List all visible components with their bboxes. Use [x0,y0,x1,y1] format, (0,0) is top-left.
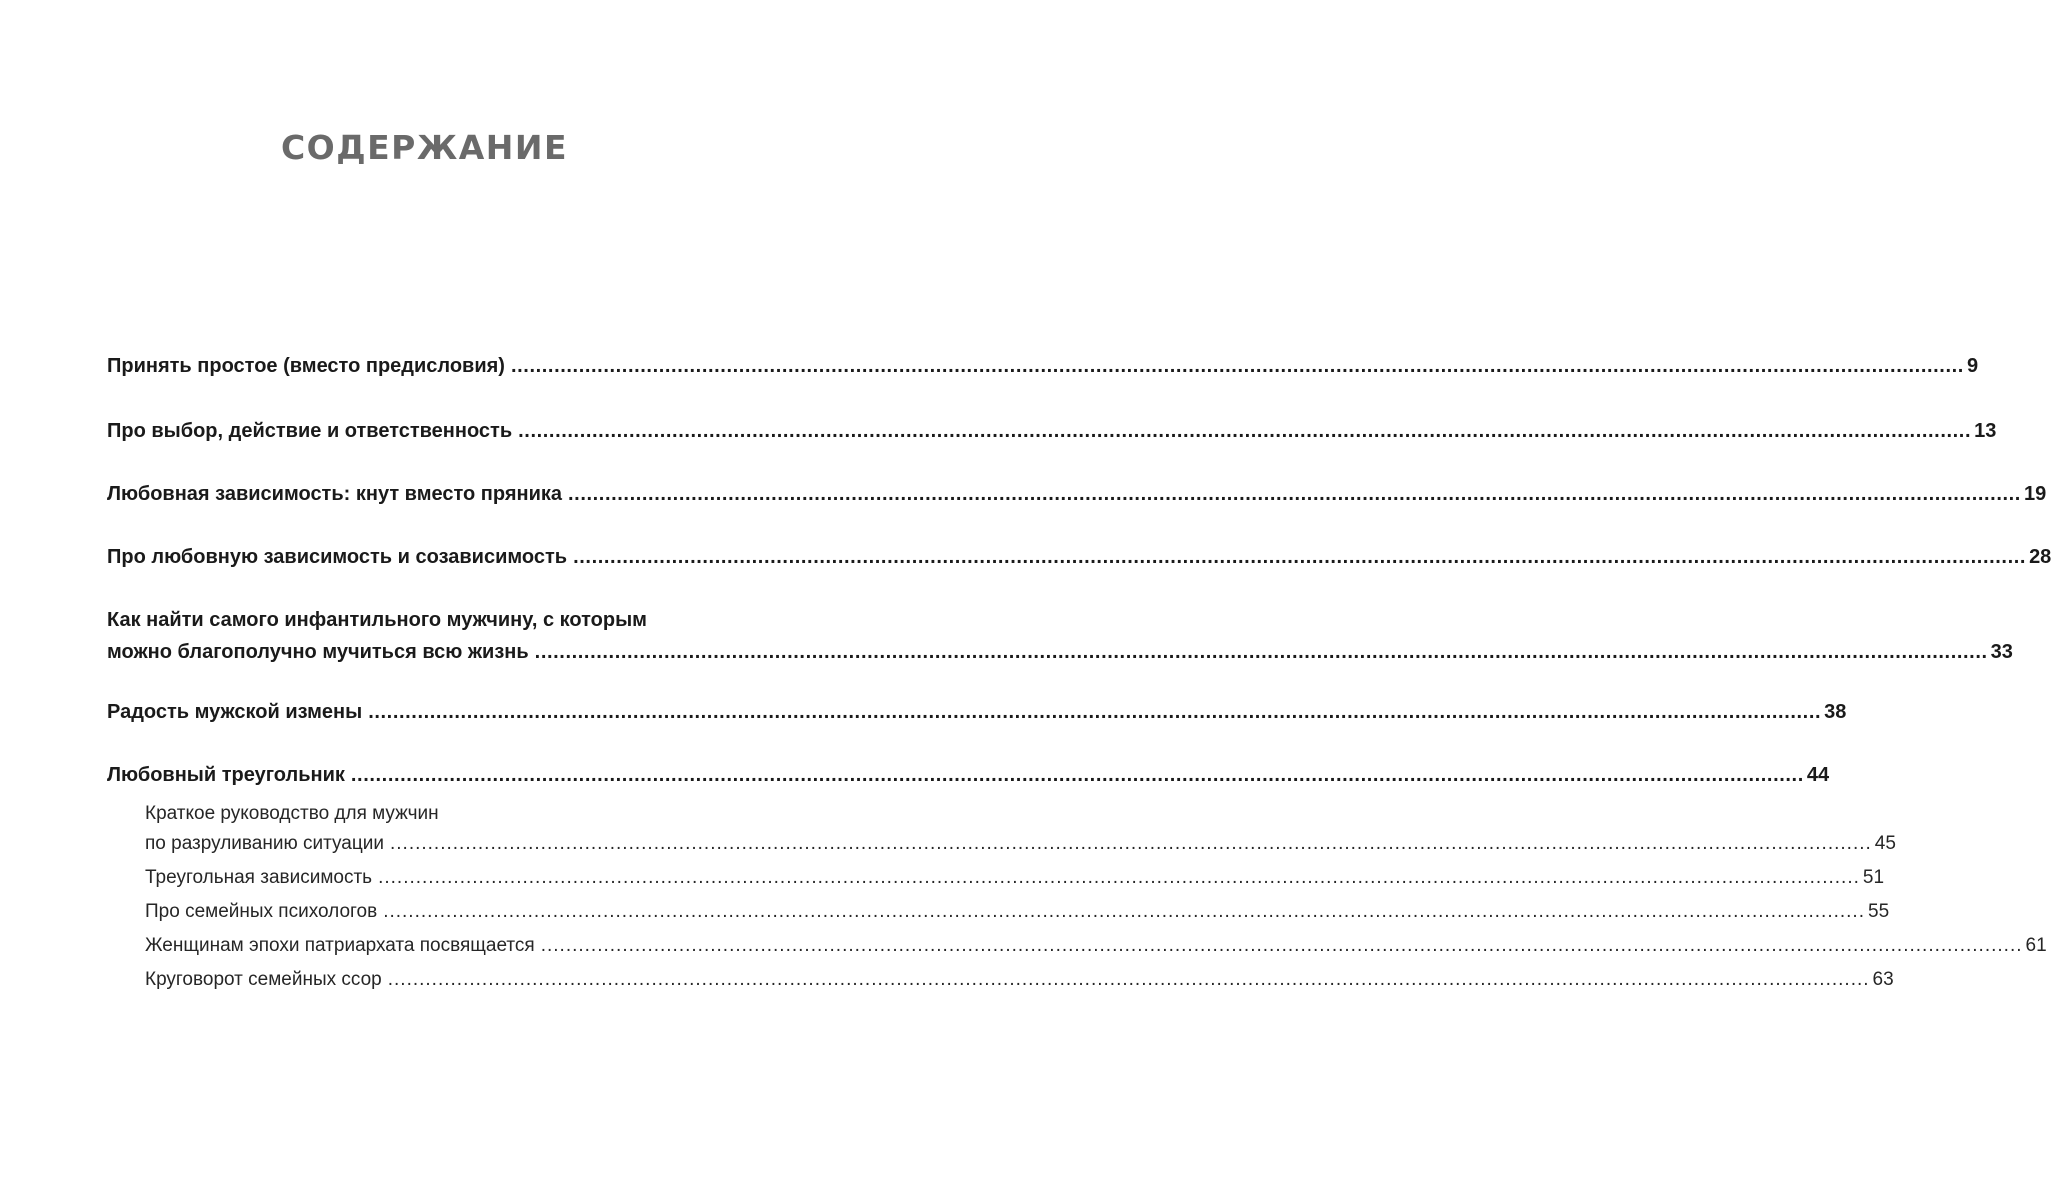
dot-leader: ............................................................................................................................................................................................................................................ [510,355,1964,377]
toc-entry[interactable] [107,543,2051,571]
toc-subentry[interactable] [145,897,1890,927]
toc-page-number: 45 [1874,833,1896,854]
toc-entry[interactable] [107,606,2013,666]
toc-page-number: 28 [2029,546,2051,568]
toc-page-number: 9 [1966,355,1979,377]
dot-leader: ............................................................................................................................................................................................................................................ [378,867,1860,888]
toc-entry-title: Радость мужской измены [107,701,363,723]
toc-entry[interactable] [107,352,1979,380]
dot-leader: ............................................................................................................................................................................................................................................ [383,901,1865,922]
dot-leader: ............................................................................................................................................................................................................................................ [368,701,1822,723]
toc-entry-first-line [107,606,723,634]
dot-leader: ............................................................................................................................................................................................................................................ [534,641,1988,663]
toc-subentry[interactable] [145,799,1896,859]
toc-entry-title: Принять простое (вместо предисловия) [107,355,505,377]
toc-entry-title: Про выбор, действие и ответственность [107,420,513,442]
toc-subentry-title-line1: Краткое руководство для мужчин [145,803,439,824]
toc-subentry-title: Круговорот семейных ссор [145,969,382,990]
toc-page-number: 61 [2025,935,2047,956]
toc-page-number: 63 [1872,969,1894,990]
toc-page-number: 33 [1990,641,2013,663]
toc-subentry-title: Про семейных психологов [145,901,378,922]
toc-page-number: 38 [1824,701,1847,723]
dot-leader: ............................................................................................................................................................................................................................................ [387,969,1870,990]
toc-entry-title: Про любовную зависимость и созависимость [107,546,568,568]
toc-entry-title: Любовная зависимость: кнут вместо пряника [107,483,562,505]
dot-leader: ............................................................................................................................................................................................................................................ [540,935,2023,956]
toc-page-number: 13 [1974,420,1997,442]
toc-subentry[interactable] [145,863,1885,893]
toc-subentry-title: Треугольная зависимость [145,867,373,888]
toc-entry[interactable] [107,698,1847,726]
dot-leader: ............................................................................................................................................................................................................................................ [573,546,2027,568]
dot-leader: ............................................................................................................................................................................................................................................ [568,483,2021,505]
toc-page-number: 19 [2023,483,2047,505]
toc-page-number: 51 [1862,867,1885,888]
toc-subentry[interactable] [145,965,1894,995]
toc-entry[interactable] [107,480,2047,508]
dot-leader: ............................................................................................................................................................................................................................................ [518,420,1972,442]
toc-entry[interactable] [107,761,1830,789]
dot-leader: ............................................................................................................................................................................................................................................ [389,833,1872,854]
toc-entry[interactable] [107,417,1997,445]
toc-page-number: 55 [1868,901,1890,922]
dot-leader: ............................................................................................................................................................................................................................................ [350,764,1804,786]
table-of-contents [107,0,2051,1200]
toc-subentry-title: по разруливанию ситуации [145,833,384,854]
toc-subentry-title: Женщинам эпохи патриархата посвящается [145,935,535,956]
toc-entry-title-line1: Как найти самого инфантильного мужчину, с которым [107,609,647,631]
toc-entry-title: можно благополучно мучиться всю жизнь [107,641,529,663]
page-title: СОДЕРЖАНИЕ [280,128,569,167]
toc-subentry[interactable] [145,931,2047,961]
toc-entry-title: Любовный треугольник [107,764,345,786]
toc-page-number: 44 [1806,764,1830,786]
